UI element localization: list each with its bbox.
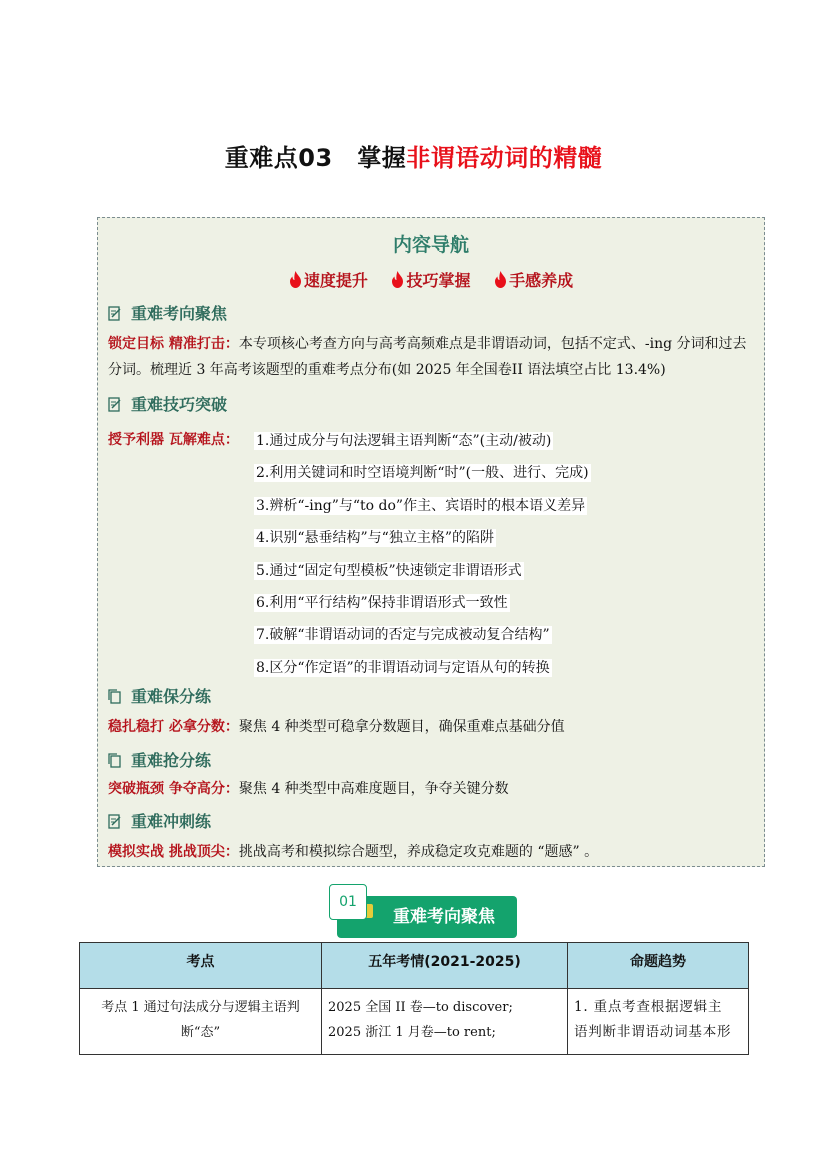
section-heading-score-practice: 重难抢分练 [108,748,211,771]
technique-item: 3.辨析“-ing”与“to do”作主、宾语时的根本语义差异 [256,498,586,514]
table-header-cell: 命题趋势 [568,943,749,989]
section-basic-paragraph: 稳扎稳打 必拿分数：聚焦 4 种类型可稳拿分数题目，确保重难点基础分值 [108,719,565,735]
table-header-cell: 五年考情(2021-2025) [322,943,568,989]
nav-tag-feel [494,268,573,291]
nav-tag-label: 手感养成 [509,271,574,290]
document-copy-icon [108,689,122,704]
table-header-row [80,943,749,989]
nav-tag-skill [391,268,470,291]
section-heading-focus: 重难考向聚焦 [108,301,227,324]
flame-icon [494,271,507,288]
technique-item: 5.通过“固定句型模板”快速锁定非谓语形式 [256,563,522,579]
nav-heading: 内容导航 [392,234,469,256]
title-highlight: 非谓语动词的精髓 [406,144,603,172]
table-cell-trend: 1. 重点考查根据逻辑主 语判断非谓语动词基本形 [568,989,749,1055]
technique-item: 4.识别“悬垂结构”与“独立主格”的陷阱 [256,530,494,546]
technique-item: 6.利用“平行结构”保持非谓语形式一致性 [256,595,508,611]
document-edit-icon [108,814,122,829]
nav-tag-label: 速度提升 [303,271,368,290]
nav-tags [98,268,764,291]
badge-number: 01 [329,884,367,920]
page-title [0,138,827,173]
technique-item: 7.破解“非谓语动词的否定与完成被动复合结构” [256,627,550,643]
section-techniques-lead: 授予利器 瓦解难点： [108,432,239,448]
section-focus-paragraph [108,331,758,383]
section-badge [329,884,519,940]
table-cell-exam-point: 考点 1 通过句法成分与逻辑主语判 断“态” [80,989,322,1055]
technique-item: 2.利用关键词和时空语境判断“时”(一般、进行、完成) [256,465,589,481]
table-row [80,989,749,1055]
technique-item: 8.区分“作定语”的非谓语动词与定语从句的转换 [256,660,550,676]
nav-tag-speed [289,268,368,291]
section-heading-techniques: 重难技巧突破 [108,392,227,415]
technique-item: 1.通过成分与句法逻辑主语判断“态”(主动/被动) [256,433,552,449]
exam-points-table [79,942,749,1055]
flame-icon [391,271,404,288]
table-cell-five-year: 2025 全国 II 卷—to discover; 2025 浙江 1 月卷—to rent; [322,989,568,1055]
document-copy-icon [108,753,122,768]
section-sprint-paragraph: 模拟实战 挑战顶尖：挑战高考和模拟综合题型，养成稳定攻克难题的 “题感” 。 [108,844,599,860]
section-focus-text: 本专项核心考查方向与高考高频难点是非谓语动词，包括不定式、-ing 分词和过去分词。梳理近 3 年高考该题型的重难考点分布(如 2025 年全国卷II 语法填空占比 13.4%) [108,336,747,378]
document-edit-icon [108,306,122,321]
nav-tag-label: 技巧掌握 [406,271,471,290]
badge-label: 重难考向聚焦 [393,907,495,927]
table-header-cell: 考点 [80,943,322,989]
section-score-paragraph: 突破瓶颈 争夺高分：聚焦 4 种类型中高难度题目，争夺关键分数 [108,781,509,797]
flame-icon [289,271,302,288]
document-edit-icon [108,397,122,412]
section-heading-basic-practice: 重难保分练 [108,684,211,707]
title-prefix: 重难点03 掌握 [224,144,407,172]
content-navigation-box [97,217,765,867]
section-focus-lead: 锁定目标 精准打击： [108,336,239,352]
section-heading-sprint-practice: 重难冲刺练 [108,809,211,832]
